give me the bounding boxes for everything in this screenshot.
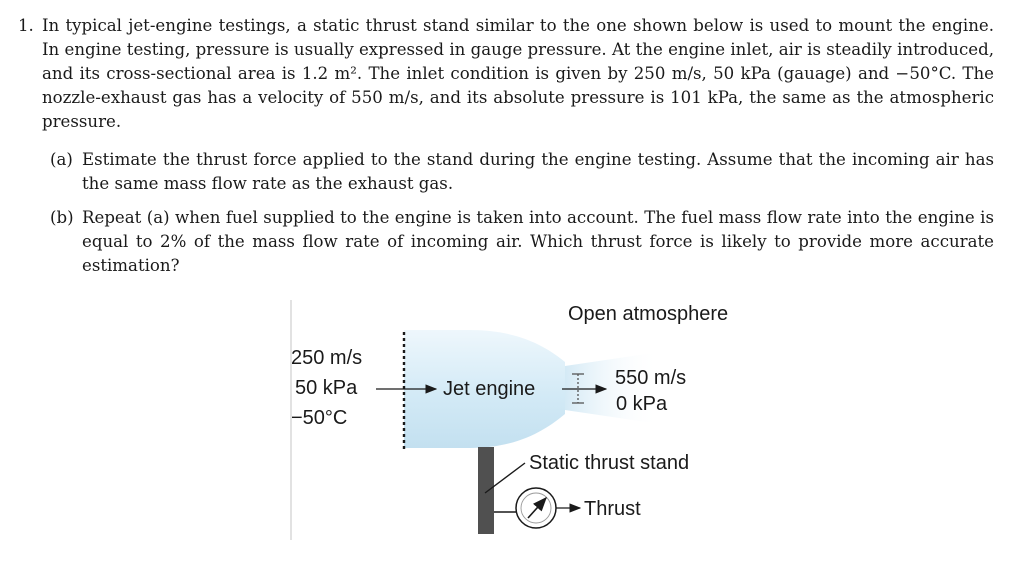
engine-label: Jet engine xyxy=(443,378,536,400)
inlet-temperature-label: −50°C xyxy=(291,407,348,429)
inlet-velocity-label: 250 m/s xyxy=(291,347,363,369)
part-b-label: (b) xyxy=(50,208,74,227)
problem-number: 1. xyxy=(18,16,34,35)
exhaust-pressure-label: 0 kPa xyxy=(616,393,668,415)
part-a-text: Estimate the thrust force applied to the stand during the engine testing. Assume that the incoming air has the same mass flow rate as the exhaust gas. xyxy=(82,150,994,193)
thrust-stand-post xyxy=(478,447,494,534)
atmosphere-label: Open atmosphere xyxy=(568,303,729,325)
part-a-label: (a) xyxy=(50,150,73,169)
part-b-text: Repeat (a) when fuel supplied to the engine is taken into account. The fuel mass flow rate into the engine is equal to 2% of the mass flow rate of incoming air. Which thrust force is likely to provide more accurate estimation? xyxy=(82,208,994,275)
stand-label: Static thrust stand xyxy=(529,452,690,474)
exhaust-velocity-label: 550 m/s xyxy=(615,367,687,389)
thrust-label: Thrust xyxy=(584,498,641,520)
problem-text: In typical jet-engine testings, a static thrust stand similar to the one shown below is used to mount the engine. In engine testing, pressure is usually expressed in gauge pressure. At the engine inlet, air is steadily introduced, and its cross-sectional area is 1.2 m². The inlet condition is given by 250 m/s, 50 kPa (gauage) and −50°C. The nozzle-exhaust gas has a velocity of 550 m/s, and its absolute pressure is 101 kPa, the same as the atmospheric pressure. xyxy=(42,16,994,131)
inlet-pressure-label: 50 kPa xyxy=(295,377,358,399)
